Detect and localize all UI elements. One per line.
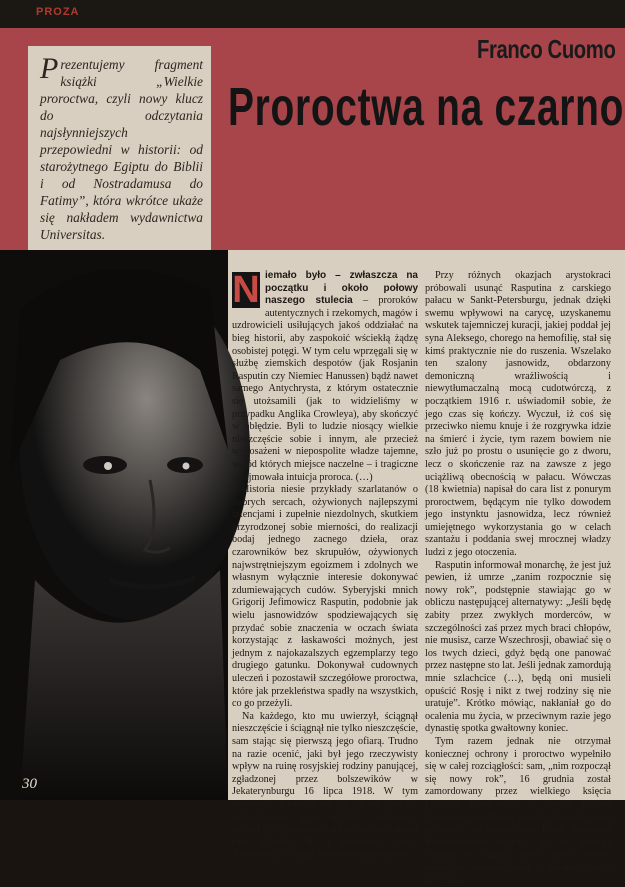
text-column-1 [232,270,418,862]
opening-text: – proroków autentycznych i rzekomych, magów i uzdrowicieli usiłujących jakoś oddziałać na bieg historii, aby zaspokoić wściekłą żądzę osobistej potęgi. W tym celu wprzęgali się w służbę ziemskich despotów (jak Rosjanin Rasputin czy Niemiec Hanussen) bądź nawet samego Antychrysta, z którym ostatecznie się utożsamili (jak to widzieliśmy w przypadku Anglika Crowleya), aby skończyć w obłędzie. Byli to ludzie niosący wielkie nieszczęście sobie i innym, ale przecież wyposażeni w niepospolite władze tajemne, wśród których miejsce naczelne – i tragiczne – zajmowała intuicja proroca. (…) [232,295,418,483]
portrait-photo [0,250,228,800]
section-label: PROZA [36,6,80,18]
paragraph: Historia niesie przykłady szarlatanów o dobrych sercach, ożywionych najlepszymi intencjami i zupełnie niezdolnych, skutkiem przyrodzonej sobie mierności, do realizacji bodaj jednego zacnego dzieła, oraz czarowników bez skrupułów, ożywionych najwstrętniejszym egoizmem i zdolnych we własnym wyłącznie interesie dokonywać zdumiewających cudów. Syberyjski mnich Grigorij Jefimowicz Rasputin, podobnie jak wielu jasnowidzów spodziewających się przydać sobie znaczenia w oczach świata korzystając z łaskawości możnych, jest jednym z najokazalszych egzemplarzy tego drugiego gatunku. Dokonywał cudownych uleczeń i pozostawił szczegółowe proroctwa, które jak przekleństwa spadły na wszystkich, co go przeżyli. [232,484,418,710]
opening-paragraph [232,270,418,484]
text-column-2 [425,270,611,887]
portrait-image [0,250,228,800]
drop-cap: N [232,269,260,311]
lead-initial: P [40,52,59,85]
article-title: Proroctwa na czarno [228,77,625,137]
paragraph: Rasputin informował monarchę, że jest już pewien, iż umrze „zanim rozpocznie się nowy rok”, podstępnie stawiając go w obliczu następującej alternatywy: „Jeśli będę zabity przez zwykłych morderców, w szczególności zaś przez mych braci chłopów, nie musisz, carze Wszechrosji, obawiać się o los twych dzieci, gdyż będą one panować przez następne sto lat. Jeśli jednak zamordują mnie szlachcice (…), będą oni musieli opuścić Rosję i nikt z twej rodziny się nie uratuje”. Krótko mówiąc, nakłaniał go do ocalenia mu życia, w przeciwnym razie jego dynastię spotka gwałtowny koniec. [425,559,611,735]
page-number: 30 [22,776,37,792]
top-bar [0,0,625,28]
lead-paragraph [28,46,211,282]
opening-bold-text: iemało było – zwłaszcza na początku i około połowy naszego stulecia [265,270,418,307]
paragraph: Tym razem jednak nie otrzymał koniecznej ochrony i proroctwo wypełniło się w całej rozciągłości: sam, „nim rozpoczął się nowy rok”, 16 grudnia został zamordowany przez wielkiego księcia Dymitra Pawłowicza i księcia Feliksa Jusupowa; szlachcice zostali zmuszeni przez rewolucję do opuszczenia Rosji, natomiast Romanowowie wszyscy, co do jednego (łącznie ze służbą), zostali przez władze sowieckie zmasakrowani w Jekaterynburgu na Uralu. [425,735,611,886]
author-name: Franco Cuomo [476,34,615,64]
paragraph: Na każdego, kto mu uwierzył, ściągnął nieszczęście i ściągnął nie tylko nieszczęście, sam stając się pierwszą jego ofiarą. Trudno na razie ocenić, jaki był jego rzeczywisty wpływ na ruinę rosyjskiej rodziny panującej, zgładzonej przez bolszewików w Jekaterynburgu 16 lipca 1918. W tym momencie Rasputin nie żył już od dwu lat, zamordowany przez wybitne osobistości dworskie w spóźnionej już próbie uwolnienia cara Mikołaja II, a zwłaszcza carycy Aleksandry, od jego złowieszczego wpływu. [232,710,418,861]
paragraph: Przy różnych okazjach arystokraci próbowali usunąć Rasputina z carskiego pałacu w Sankt-Petersburgu, jednak dzięki swemu wpływowi na carycę, uzyskanemu wskutek tajemniczej kuracji, jakiej poddał jej syna Aleksego, chorego na hemofilię, stał się kimś praktycznie nie do ruszenia. Wszelako ten szalony jasnowidz, obdarzony demoniczną wrażliwością i niewytłumaczalną mocą cudotwórczą, z początkiem 1916 r. uświadomił sobie, że jego czas się kończy. Wyczuł, iż coś się przeciwko niemu knuje i że rozgrywka idzie na śmierć i życie, tym razem bowiem nie szło już po prostu o usunięcie go z dworu, lecz o skończenie raz na zawsze z jego uciążliwą obecnością w pałacu. Wówczas (18 kwietnia) napisał do cara list z ponurym proroctwem, będącym nie tylko dowodem jego instynktu jasnowidza, lecz również umiejętnego wykorzystania go w celach szantażu i poddania swej mrocznej władzy ludzi z jego otoczenia. [425,270,611,559]
lead-text: rezentujemy fragment książki „Wielkie proroctwa, czyli nowy klucz do odczytania najsłynniejszych przepowiedni w historii: od starożytnego Egiptu do Biblii i od Nostradamusa do Fatimy”, która wkrótce ukaże się nakładem wydawnictwa Universitas. [40,57,203,242]
